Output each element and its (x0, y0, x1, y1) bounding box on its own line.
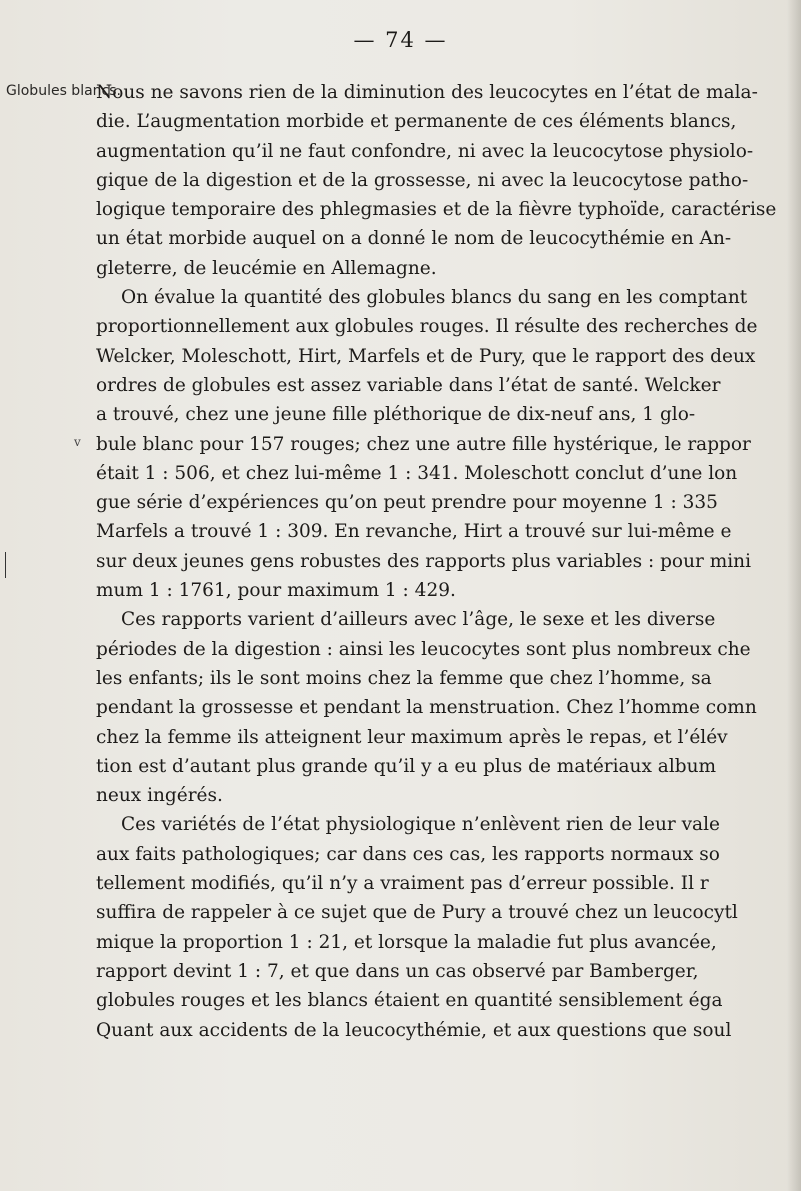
text-line: mique la proportion 1 : 21, et lorsque la maladie fut plus avancée, (96, 931, 717, 953)
text-line: aux faits pathologiques; car dans ces cas, les rapports normaux so (96, 843, 720, 865)
text-line: augmentation qu’il ne faut confondre, ni avec la leucocytose physiolo- (96, 140, 754, 162)
text-line: tion est d’autant plus grande qu’il y a eu plus de matériaux album (96, 755, 717, 777)
text-line: proportionnellement aux globules rouges. Il résulte des recherches de (96, 316, 758, 338)
text-line: Quant aux accidents de la leucocythémie, et aux questions que soul (96, 1019, 732, 1041)
margin-bar (5, 552, 6, 578)
text-line: chez la femme ils atteignent leur maximum après le repas, et l’élév (96, 726, 728, 748)
text-line: rapport devint 1 : 7, et que dans un cas observé par Bamberger, (96, 960, 699, 982)
page-number: — 74 — (353, 28, 448, 52)
text-line: les enfants; ils le sont moins chez la femme que chez l’homme, sa (96, 667, 712, 689)
text-line: gique de la digestion et de la grossesse, ni avec la leucocytose patho- (96, 169, 749, 191)
text-line: tellement modifiés, qu’il n’y a vraiment pas d’erreur possible. Il r (96, 873, 709, 895)
text-line: mum 1 : 1761, pour maximum 1 : 429. (96, 580, 456, 602)
text-line: pendant la grossesse et pendant la menstruation. Chez l’homme comn (96, 697, 757, 719)
text-line: périodes de la digestion : ainsi les leucocytes sont plus nombreux che (96, 638, 751, 660)
text-line: un état morbide auquel on a donné le nom de leucocythémie en An- (96, 228, 732, 250)
text-line: gue série d’expériences qu’on peut prendre pour moyenne 1 : 335 (96, 492, 718, 514)
text-line: neux ingérés. (96, 785, 223, 807)
text-line: Ces rapports varient d’ailleurs avec l’âge, le sexe et les diverse (121, 609, 716, 631)
margin-mark: v (74, 435, 81, 449)
text-line: sur deux jeunes gens robustes des rapports plus variables : pour mini (96, 550, 751, 572)
text-line: suffira de rappeler à ce sujet que de Pury a trouvé chez un leucocytl (96, 902, 738, 924)
text-line: a trouvé, chez une jeune fille pléthorique de dix-neuf ans, 1 glo- (96, 404, 696, 426)
text-line: bule blanc pour 157 rouges; chez une autre fille hystérique, le rappor (96, 433, 751, 455)
text-line: On évalue la quantité des globules blancs du sang en les comptant (121, 287, 748, 309)
text-line: globules rouges et les blancs étaient en quantité sensiblement éga (96, 990, 723, 1012)
text-line: était 1 : 506, et chez lui-même 1 : 341. Moleschott conclut d’une lon (96, 462, 738, 484)
text-line: Marfels a trouvé 1 : 309. En revanche, Hirt a trouvé sur lui-même e (96, 521, 732, 543)
text-line: Welcker, Moleschott, Hirt, Marfels et de Pury, que le rapport des deux (96, 345, 756, 367)
text-line: Ces variétés de l’état physiologique n’enlèvent rien de leur vale (121, 814, 720, 836)
text-line: gleterre, de leucémie en Allemagne. (96, 257, 437, 279)
margin-note: Globules blancs. (6, 83, 121, 99)
body-text (96, 78, 801, 1178)
text-line: logique temporaire des phlegmasies et de la fièvre typhoïde, caractérise (96, 199, 777, 221)
text-line: die. L’augmentation morbide et permanente de ces éléments blancs, (96, 111, 737, 133)
text-line: ordres de globules est assez variable dans l’état de santé. Welcker (96, 374, 721, 396)
text-line: Nous ne savons rien de la diminution des leucocytes en l’état de mala- (96, 82, 758, 103)
